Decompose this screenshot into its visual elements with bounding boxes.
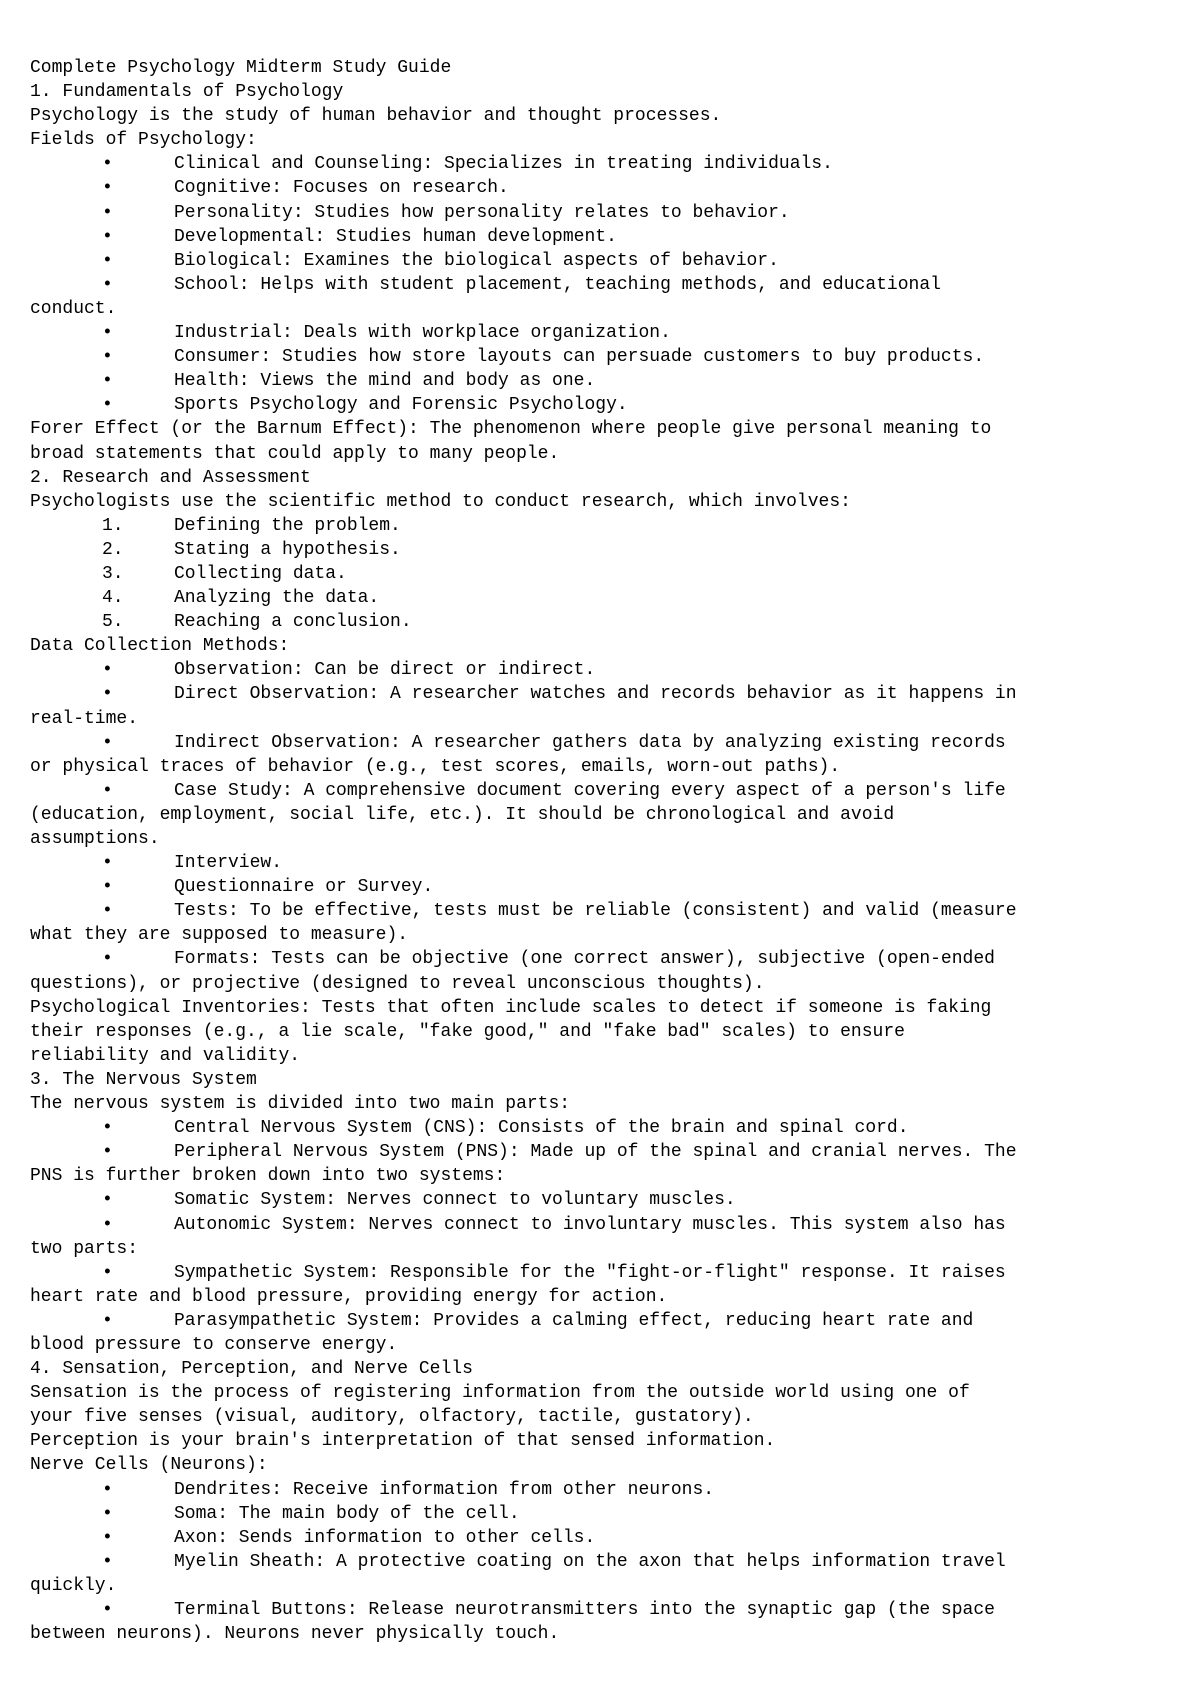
number-marker: 2.	[102, 539, 124, 560]
list-item-text: Industrial: Deals with workplace organization.	[174, 323, 671, 344]
bullet-marker: •	[102, 1262, 113, 1283]
list-item-continuation: real-time.	[30, 708, 139, 729]
bullet-marker: •	[102, 1142, 113, 1163]
number-marker: 1.	[102, 515, 124, 536]
list-item-text: Analyzing the data.	[174, 588, 380, 609]
bullet-marker: •	[102, 1600, 113, 1620]
bullet-marker: •	[102, 949, 113, 970]
number-marker: 5.	[102, 612, 124, 633]
list-item	[30, 1502, 1180, 1526]
bullet-marker: •	[102, 250, 113, 271]
list-item	[30, 1550, 1180, 1574]
bullet-marker: •	[102, 347, 113, 368]
list-item-text: Case Study: A comprehensive document covering every aspect of a person's life	[174, 780, 1006, 801]
bullet-marker: •	[102, 1479, 113, 1500]
list-item	[30, 369, 1180, 393]
bullet-marker: •	[102, 274, 113, 295]
list-item	[30, 851, 1180, 875]
paragraph-sensation-cont: your five senses (visual, auditory, olfactory, tactile, gustatory).	[30, 1407, 754, 1428]
list-item-text: Dendrites: Receive information from other neurons.	[174, 1479, 715, 1500]
list-item-text: Soma: The main body of the cell.	[174, 1503, 520, 1524]
section-heading-nervous-system: 3. The Nervous System	[30, 1069, 257, 1090]
bullet-marker: •	[102, 1527, 113, 1548]
list-item	[30, 1478, 1180, 1502]
list-item-continuation: quickly.	[30, 1575, 117, 1596]
bullet-marker: •	[102, 732, 113, 753]
list-item-text: Observation: Can be direct or indirect.	[174, 660, 596, 681]
list-item-text: Consumer: Studies how store layouts can persuade customers to buy products.	[174, 347, 985, 368]
list-item-continuation: blood pressure to conserve energy.	[30, 1334, 398, 1355]
list-item	[30, 1188, 1180, 1212]
paragraph-inventories-cont: reliability and validity.	[30, 1045, 301, 1066]
list-item-text: Sympathetic System: Responsible for the "fight-or-flight" response. It raises	[174, 1262, 1006, 1283]
list-item	[30, 393, 1180, 417]
study-guide-document	[30, 56, 1180, 1646]
section-heading-research: 2. Research and Assessment	[30, 467, 311, 488]
paragraph-psychology-definition: Psychology is the study of human behavior and thought processes.	[30, 106, 722, 127]
list-item	[30, 899, 1180, 923]
list-item	[30, 875, 1180, 899]
paragraph-forer-effect: Forer Effect (or the Barnum Effect): The phenomenon where people give personal meaning to	[30, 419, 992, 440]
list-item	[30, 947, 1180, 971]
document-title: Complete Psychology Midterm Study Guide	[30, 58, 452, 78]
list-item	[30, 225, 1180, 249]
list-item	[30, 610, 1180, 634]
list-item	[30, 779, 1180, 803]
bullet-marker: •	[102, 1310, 113, 1331]
list-item-text: Tests: To be effective, tests must be reliable (consistent) and valid (measure	[174, 901, 1017, 922]
list-item-continuation: between neurons). Neurons never physically touch.	[30, 1624, 560, 1645]
fields-label: Fields of Psychology:	[30, 130, 257, 151]
list-item-text: Formats: Tests can be objective (one correct answer), subjective (open-ended	[174, 949, 995, 970]
list-item-text: Stating a hypothesis.	[174, 539, 401, 560]
number-marker: 4.	[102, 588, 124, 609]
bullet-marker: •	[102, 1190, 113, 1211]
list-item-text: Peripheral Nervous System (PNS): Made up of the spinal and cranial nerves. The	[174, 1142, 1017, 1163]
bullet-marker: •	[102, 1214, 113, 1235]
list-item-continuation: conduct.	[30, 298, 117, 319]
list-item-continuation: PNS is further broken down into two systems:	[30, 1166, 506, 1187]
list-item	[30, 586, 1180, 610]
list-item	[30, 176, 1180, 200]
paragraph-inventories-cont: their responses (e.g., a lie scale, "fake good," and "fake bad" scales) to ensure	[30, 1021, 905, 1042]
list-item	[30, 249, 1180, 273]
list-item-text: Terminal Buttons: Release neurotransmitters into the synaptic gap (the space	[174, 1600, 995, 1620]
bullet-marker: •	[102, 853, 113, 874]
list-item	[30, 1213, 1180, 1237]
list-item	[30, 682, 1180, 706]
list-item-text: Interview.	[174, 853, 283, 874]
list-item	[30, 1526, 1180, 1550]
list-item	[30, 273, 1180, 297]
list-item	[30, 538, 1180, 562]
list-item-text: Indirect Observation: A researcher gathers data by analyzing existing records	[174, 732, 1006, 753]
list-item-continuation: assumptions.	[30, 829, 160, 849]
list-item-text: Parasympathetic System: Provides a calming effect, reducing heart rate and	[174, 1310, 974, 1331]
list-item-continuation: two parts:	[30, 1238, 139, 1259]
list-item-text: Collecting data.	[174, 563, 347, 584]
bullet-marker: •	[102, 1551, 113, 1572]
paragraph-perception: Perception is your brain's interpretation of that sensed information.	[30, 1431, 776, 1452]
bullet-marker: •	[102, 780, 113, 801]
list-item	[30, 1261, 1180, 1285]
list-item-text: Cognitive: Focuses on research.	[174, 178, 509, 199]
list-item-text: Defining the problem.	[174, 515, 401, 536]
bullet-marker: •	[102, 1503, 113, 1524]
list-item-text: Central Nervous System (CNS): Consists of the brain and spinal cord.	[174, 1118, 909, 1139]
list-item-text: Somatic System: Nerves connect to voluntary muscles.	[174, 1190, 736, 1211]
list-item-text: Health: Views the mind and body as one.	[174, 371, 596, 392]
bullet-marker: •	[102, 323, 113, 344]
list-item-text: Personality: Studies how personality relates to behavior.	[174, 202, 790, 223]
list-item-text: School: Helps with student placement, teaching methods, and educational	[174, 274, 941, 295]
bullet-marker: •	[102, 226, 113, 247]
bullet-marker: •	[102, 684, 113, 705]
list-item	[30, 345, 1180, 369]
list-item-text: Clinical and Counseling: Specializes in treating individuals.	[174, 154, 833, 175]
list-item	[30, 1598, 1180, 1622]
neurons-label: Nerve Cells (Neurons):	[30, 1455, 268, 1476]
list-item-text: Reaching a conclusion.	[174, 612, 412, 633]
list-item-continuation: questions), or projective (designed to reveal unconscious thoughts).	[30, 973, 765, 994]
bullet-marker: •	[102, 395, 113, 416]
paragraph-nervous-system-intro: The nervous system is divided into two main parts:	[30, 1094, 571, 1115]
list-item	[30, 152, 1180, 176]
list-item	[30, 1309, 1180, 1333]
bullet-marker: •	[102, 877, 113, 898]
list-item-text: Myelin Sheath: A protective coating on the axon that helps information travel	[174, 1551, 1006, 1572]
list-item-text: Autonomic System: Nerves connect to involuntary muscles. This system also has	[174, 1214, 1006, 1235]
list-item-continuation: heart rate and blood pressure, providing energy for action.	[30, 1286, 668, 1307]
bullet-marker: •	[102, 901, 113, 922]
list-item-continuation: or physical traces of behavior (e.g., test scores, emails, worn-out paths).	[30, 756, 841, 777]
list-item	[30, 562, 1180, 586]
bullet-marker: •	[102, 178, 113, 199]
number-marker: 3.	[102, 563, 124, 584]
list-item	[30, 658, 1180, 682]
paragraph-scientific-method: Psychologists use the scientific method to conduct research, which involves:	[30, 491, 851, 512]
methods-label: Data Collection Methods:	[30, 636, 290, 657]
paragraph-forer-effect-cont: broad statements that could apply to many people.	[30, 443, 560, 464]
paragraph-inventories: Psychological Inventories: Tests that often include scales to detect if someone is faking	[30, 997, 992, 1018]
section-heading-fundamentals: 1. Fundamentals of Psychology	[30, 82, 344, 103]
bullet-marker: •	[102, 371, 113, 392]
bullet-marker: •	[102, 202, 113, 223]
list-item	[30, 731, 1180, 755]
section-heading-sensation: 4. Sensation, Perception, and Nerve Cells	[30, 1359, 473, 1380]
list-item-text: Questionnaire or Survey.	[174, 877, 434, 898]
bullet-marker: •	[102, 1118, 113, 1139]
list-item-text: Biological: Examines the biological aspects of behavior.	[174, 250, 779, 271]
list-item-text: Direct Observation: A researcher watches and records behavior as it happens in	[174, 684, 1017, 705]
bullet-marker: •	[102, 154, 113, 175]
list-item	[30, 201, 1180, 225]
paragraph-sensation: Sensation is the process of registering information from the outside world using one of	[30, 1383, 970, 1404]
list-item-continuation: (education, employment, social life, etc.). It should be chronological and avoid	[30, 804, 895, 825]
list-item-text: Axon: Sends information to other cells.	[174, 1527, 596, 1548]
list-item-text: Sports Psychology and Forensic Psychology.	[174, 395, 628, 416]
list-item	[30, 321, 1180, 345]
list-item	[30, 1116, 1180, 1140]
list-item-continuation: what they are supposed to measure).	[30, 925, 409, 946]
list-item	[30, 514, 1180, 538]
list-item	[30, 1140, 1180, 1164]
list-item-text: Developmental: Studies human development.	[174, 226, 617, 247]
bullet-marker: •	[102, 660, 113, 681]
